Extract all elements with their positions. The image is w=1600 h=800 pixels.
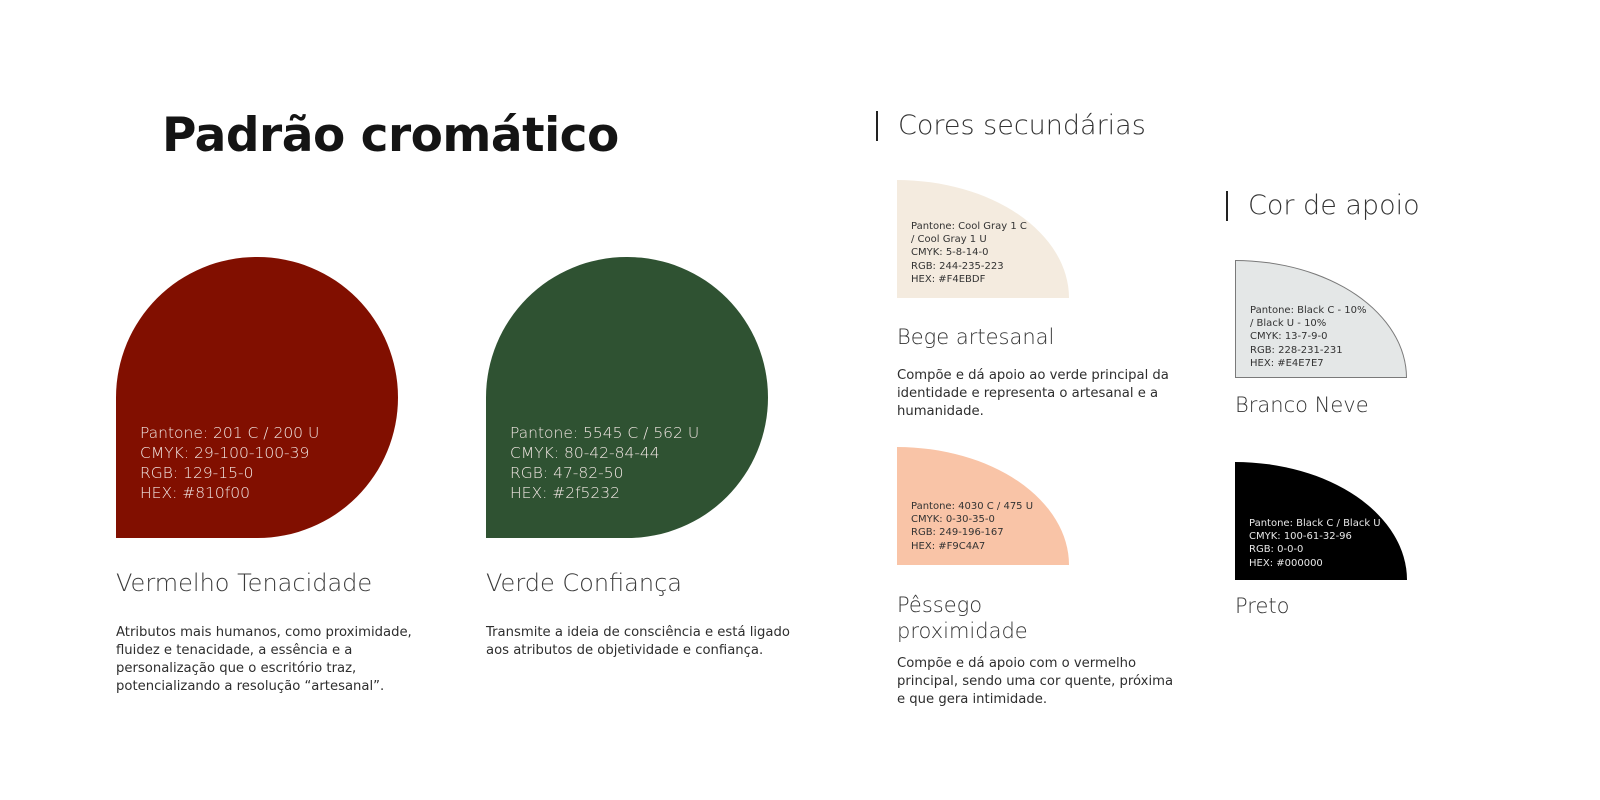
support-color-heading: [1226, 190, 1420, 221]
hex-value: HEX: #000000: [1249, 557, 1323, 569]
swatch-verde-confianca: [486, 257, 768, 538]
swatch-pessego-proximidade: [897, 447, 1069, 565]
swatch-vermelho-tenacidade: [116, 257, 398, 538]
rgb-value: RGB: 47-82-50: [510, 464, 624, 482]
color-description-vermelho: Atributos mais humanos, como proximidade, fluidez e tenacidade, a essência e a personalização que o escritório traz, potencializando a resolução “artesanal”.: [116, 625, 412, 694]
pantone-value-continued: / Black U - 10%: [1250, 318, 1327, 330]
rgb-value: RGB: 249-196-167: [911, 527, 1004, 539]
swatch-spec: [510, 423, 699, 503]
pantone-value: Pantone: Black C / Black U: [1249, 518, 1381, 529]
color-description-pessego: Compõe e dá apoio com o vermelho principal, sendo uma cor quente, próxima e que gera intimidade.: [897, 656, 1174, 707]
swatch-branco-neve: [1235, 260, 1407, 378]
color-name-pessego: Pêssego proximidade: [897, 593, 1028, 643]
cmyk-value: CMYK: 80-42-84-44: [510, 444, 660, 462]
page-title: Padrão cromático: [162, 108, 619, 163]
heading-bar: [1226, 191, 1228, 221]
rgb-value: RGB: 129-15-0: [140, 464, 254, 482]
color-name-branco-neve: Branco Neve: [1235, 393, 1369, 417]
swatch-spec: [911, 220, 1027, 286]
hex-value: HEX: #2f5232: [510, 484, 620, 502]
hex-value: HEX: #810f00: [140, 484, 250, 502]
cmyk-value: CMYK: 13-7-9-0: [1250, 331, 1328, 343]
hex-value: HEX: #F9C4A7: [911, 540, 986, 552]
pantone-value-continued: / Cool Gray 1 U: [911, 234, 987, 246]
color-name-verde: Verde Confiança: [486, 569, 682, 597]
heading-label: Cor de apoio: [1248, 190, 1420, 221]
swatch-spec: [1250, 304, 1367, 370]
cmyk-value: CMYK: 29-100-100-39: [140, 444, 310, 462]
pantone-value: Pantone: 201 C / 200 U: [140, 424, 320, 442]
color-description-verde: Transmite a ideia de consciência e está ligado aos atributos de objetividade e confiança.: [486, 625, 790, 658]
rgb-value: RGB: 244-235-223: [911, 260, 1004, 272]
pantone-value: Pantone: Cool Gray 1 C: [911, 221, 1027, 232]
rgb-value: RGB: 228-231-231: [1250, 344, 1343, 356]
swatch-bege-artesanal: [897, 180, 1069, 298]
swatch-preto: [1235, 462, 1407, 580]
heading-bar: [876, 111, 878, 141]
swatch-spec: [911, 500, 1033, 553]
hex-value: HEX: #F4EBDF: [911, 273, 986, 285]
color-name-vermelho: Vermelho Tenacidade: [116, 569, 373, 597]
rgb-value: RGB: 0-0-0: [1249, 544, 1304, 556]
swatch-spec: [140, 423, 319, 503]
cmyk-value: CMYK: 100-61-32-96: [1249, 531, 1352, 543]
cmyk-value: CMYK: 0-30-35-0: [911, 514, 995, 526]
hex-value: HEX: #E4E7E7: [1250, 357, 1324, 369]
pantone-value: Pantone: 4030 C / 475 U: [911, 501, 1034, 512]
pantone-value: Pantone: 5545 C / 562 U: [510, 424, 700, 442]
color-name-bege: Bege artesanal: [897, 325, 1055, 349]
color-description-bege: Compõe e dá apoio ao verde principal da identidade e representa o artesanal e a humanidade.: [897, 368, 1169, 419]
pantone-value: Pantone: Black C - 10%: [1250, 305, 1367, 316]
secondary-colors-heading: [876, 110, 1146, 141]
color-name-preto: Preto: [1235, 594, 1290, 618]
cmyk-value: CMYK: 5-8-14-0: [911, 247, 989, 259]
heading-label: Cores secundárias: [898, 110, 1146, 141]
swatch-spec: [1249, 517, 1381, 570]
